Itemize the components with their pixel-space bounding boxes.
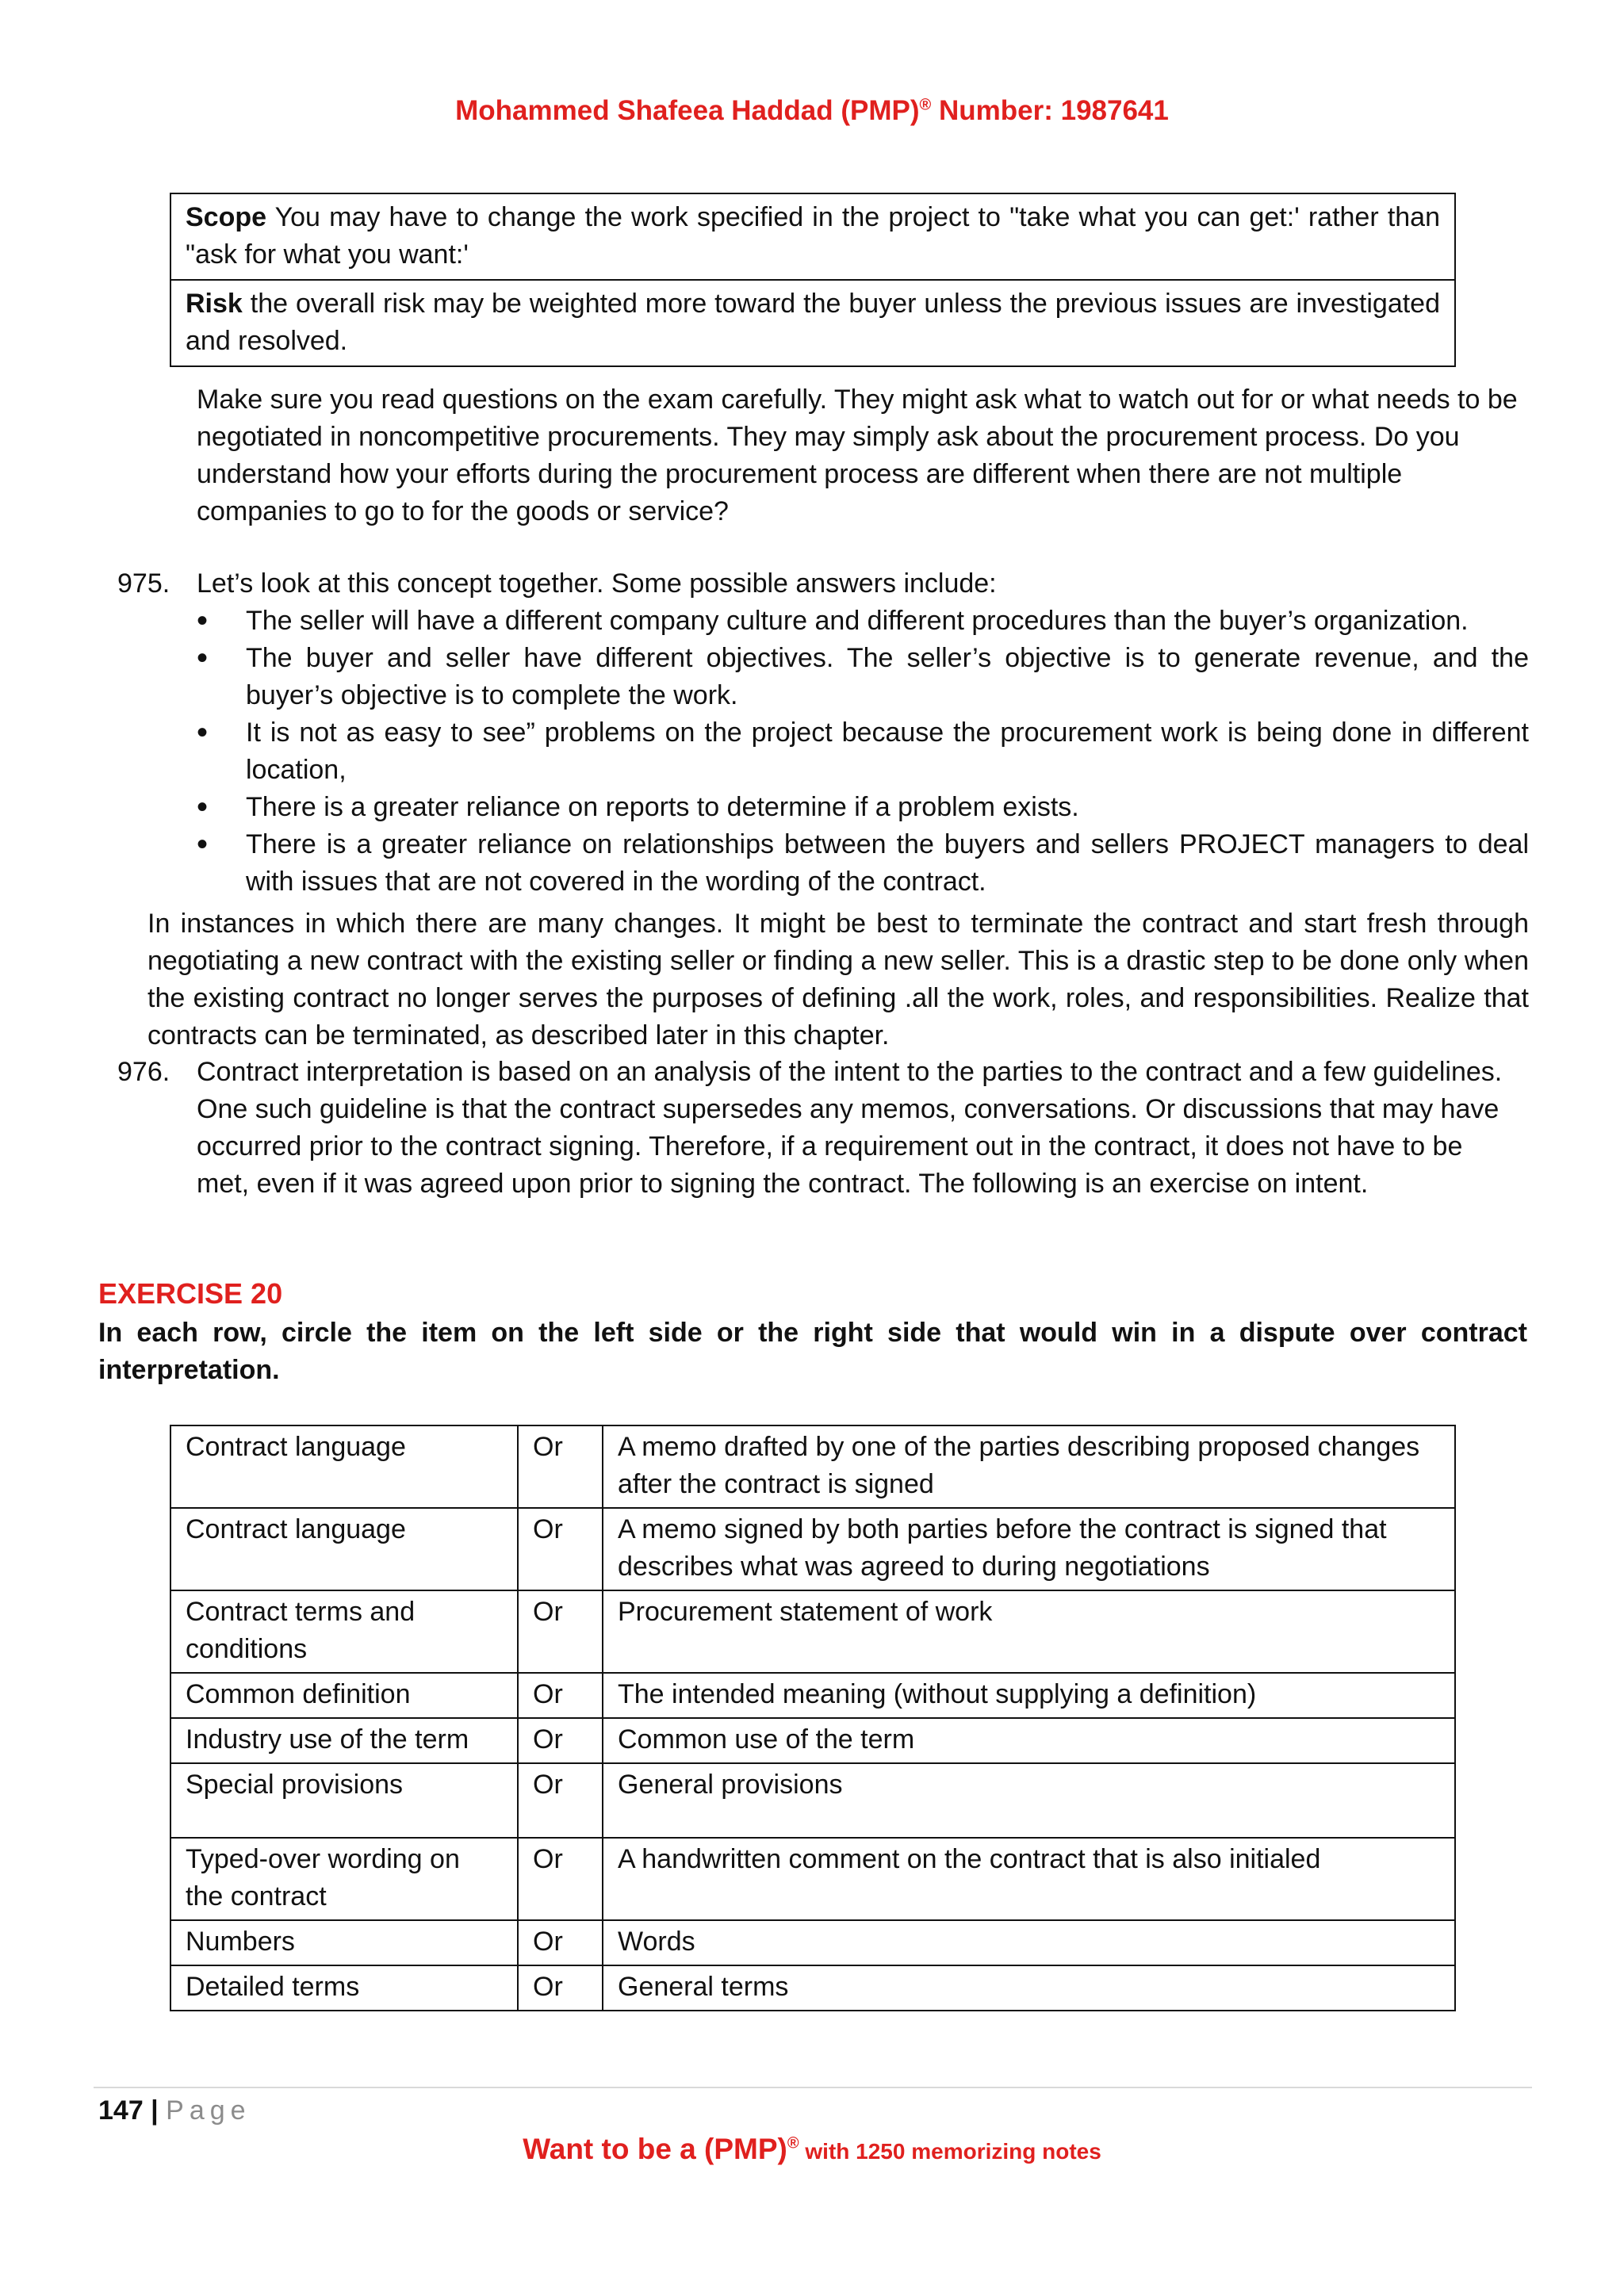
right-cell: A handwritten comment on the contract that is also initialed bbox=[603, 1838, 1455, 1920]
or-cell: Or bbox=[518, 1920, 603, 1965]
item-975 bbox=[117, 565, 1529, 901]
left-cell: Industry use of the term bbox=[170, 1718, 518, 1763]
left-cell: Typed-over wording on the contract bbox=[170, 1838, 518, 1920]
left-cell: Numbers bbox=[170, 1920, 518, 1965]
table-row bbox=[170, 280, 1455, 366]
page-label: Page bbox=[166, 2095, 251, 2126]
left-cell: Common definition bbox=[170, 1673, 518, 1718]
footer-registered-mark: ® bbox=[787, 2134, 799, 2152]
list-item: • It is not as easy to see” problems on the project because the procurement work is being done in different location, bbox=[197, 714, 1529, 789]
item-number: 975. bbox=[117, 568, 170, 599]
footer-divider bbox=[94, 2087, 1532, 2088]
page-number bbox=[98, 2095, 251, 2126]
or-cell: Or bbox=[518, 1965, 603, 2011]
table-row bbox=[170, 1763, 1455, 1838]
page-header bbox=[0, 95, 1624, 127]
header-title: Mohammed Shafeea Haddad (PMP) bbox=[455, 95, 920, 126]
header-number: Number: 1987641 bbox=[931, 95, 1169, 126]
list-item: • There is a greater reliance on relationships between the buyers and sellers PROJECT managers to deal with issues that are not covered in the wording of the contract. bbox=[197, 826, 1529, 901]
left-cell: Detailed terms bbox=[170, 1965, 518, 2011]
page-footer bbox=[0, 2133, 1624, 2166]
right-cell: The intended meaning (without supplying a definition) bbox=[603, 1673, 1455, 1718]
exercise-instructions: In each row, circle the item on the left side or the right side that would win in a dispute over contract interpretation. bbox=[98, 1318, 1527, 1385]
term-label: Risk bbox=[186, 289, 243, 319]
footer-slogan: Want to be a (PMP) bbox=[523, 2133, 787, 2165]
table-cell bbox=[170, 280, 1455, 366]
table-row bbox=[170, 1718, 1455, 1763]
right-cell: A memo signed by both parties before the contract is signed that describes what was agreed to during negotiations bbox=[603, 1508, 1455, 1590]
right-cell: General terms bbox=[603, 1965, 1455, 2011]
right-cell: Common use of the term bbox=[603, 1718, 1455, 1763]
table-row bbox=[170, 1425, 1455, 1508]
or-cell: Or bbox=[518, 1590, 603, 1673]
footer-slogan-small: with 1250 memorizing notes bbox=[799, 2139, 1101, 2164]
table-row bbox=[170, 1920, 1455, 1965]
item-number: 976. bbox=[117, 1057, 170, 1087]
instances-paragraph: In instances in which there are many changes. It might be best to terminate the contract and start fresh through negotiating a new contract with the existing seller or finding a new seller. This is a drastic step to be done only when the existing contract no longer serves the purposes of defining .all the work, roles, and responsibilities. Realize that contracts can be terminated, as described later in this chapter. bbox=[147, 909, 1529, 1050]
list-item: • The seller will have a different company culture and different procedures than the buyer’s organization. bbox=[197, 603, 1529, 640]
left-cell: Contract language bbox=[170, 1425, 518, 1508]
table-cell bbox=[170, 193, 1455, 280]
exercise-table bbox=[170, 1425, 1456, 2011]
left-cell: Contract terms and conditions bbox=[170, 1590, 518, 1673]
term-label: Scope bbox=[186, 202, 267, 232]
or-cell: Or bbox=[518, 1508, 603, 1590]
right-cell: Procurement statement of work bbox=[603, 1590, 1455, 1673]
list-item: • The buyer and seller have different objectives. The seller’s objective is to generate revenue, and the buyer’s objective is to complete the work. bbox=[197, 640, 1529, 714]
exercise-title: EXERCISE 20 bbox=[98, 1277, 283, 1310]
item-lead: Let’s look at this concept together. Some possible answers include: bbox=[197, 568, 997, 599]
scope-risk-table bbox=[170, 193, 1456, 367]
bullet-list bbox=[197, 603, 1529, 901]
term-text: the overall risk may be weighted more toward the buyer unless the previous issues are investigated and resolved. bbox=[186, 289, 1440, 356]
item-976 bbox=[117, 1054, 1529, 1203]
table-row bbox=[170, 1838, 1455, 1920]
right-cell: A memo drafted by one of the parties describing proposed changes after the contract is signed bbox=[603, 1425, 1455, 1508]
term-text: You may have to change the work specified in the project to "take what you can get:' rather than "ask for what you want:' bbox=[186, 202, 1440, 270]
page-number-value: 147 bbox=[98, 2095, 144, 2126]
left-cell: Special provisions bbox=[170, 1763, 518, 1838]
table-row bbox=[170, 1673, 1455, 1718]
right-cell: Words bbox=[603, 1920, 1455, 1965]
intro-paragraph: Make sure you read questions on the exam carefully. They might ask what to watch out for or what needs to be negotiated in noncompetitive procurements. They may simply ask about the procurement process. Do you understand how your efforts during the procurement process are different when there are not multiple companies to go to for the goods or service? bbox=[197, 385, 1518, 526]
or-cell: Or bbox=[518, 1673, 603, 1718]
right-cell: General provisions bbox=[603, 1763, 1455, 1838]
item-text: Contract interpretation is based on an analysis of the intent to the parties to the contract and a few guidelines. One such guideline is that the contract supersedes any memos, conversations. Or discussions that may have occurred prior to the contract signing. Therefore, if a requirement out in the contract, it does not have to be met, even if it was agreed upon prior to signing the contract. The following is an exercise on intent. bbox=[197, 1057, 1503, 1199]
or-cell: Or bbox=[518, 1425, 603, 1508]
or-cell: Or bbox=[518, 1763, 603, 1838]
or-cell: Or bbox=[518, 1838, 603, 1920]
list-item: • There is a greater reliance on reports to determine if a problem exists. bbox=[197, 789, 1529, 826]
table-row bbox=[170, 1965, 1455, 2011]
left-cell: Contract language bbox=[170, 1508, 518, 1590]
table-row bbox=[170, 1590, 1455, 1673]
page-number-separator: | bbox=[143, 2095, 167, 2126]
table-row bbox=[170, 1508, 1455, 1590]
or-cell: Or bbox=[518, 1718, 603, 1763]
table-row bbox=[170, 193, 1455, 280]
header-registered-mark: ® bbox=[919, 96, 932, 114]
